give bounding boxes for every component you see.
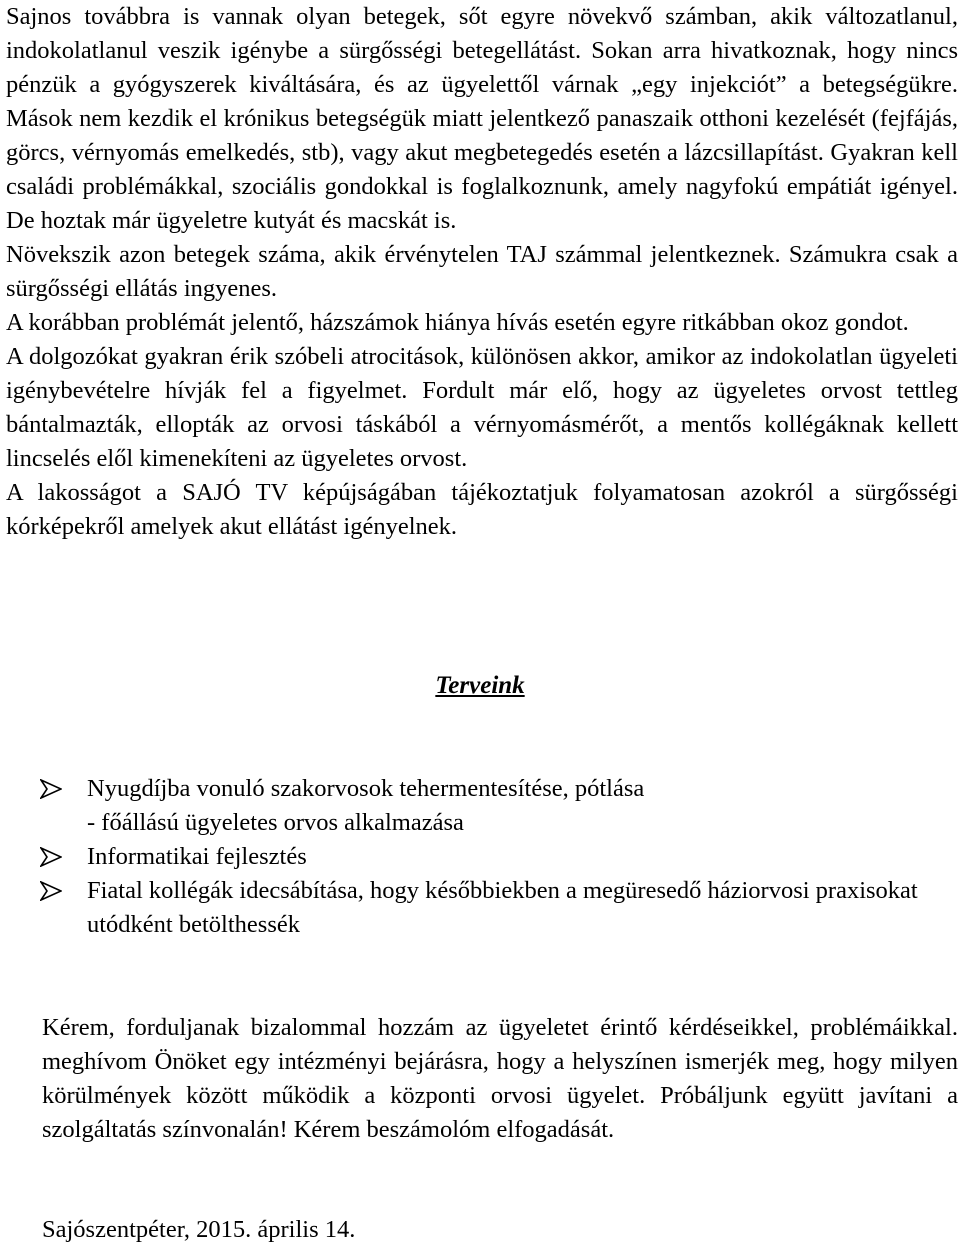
arrowhead-bullet-icon bbox=[40, 847, 62, 867]
closing-paragraph: Kérem, forduljanak bizalommal hozzám az ügyeletet érintő kérdéseikkel, problémáikkal. meghívom Önöket egy intézményi bejárásra, hogy a helyszínen ismerjék meg, hogy milyen körülmények között működik a központi orvosi ügyelet. Próbáljunk együtt javítani a szolgáltatás színvonalán! Kérem beszámolóm elfogadását. bbox=[42, 1014, 958, 1143]
list-item bbox=[40, 874, 960, 942]
place-and-date: Sajószentpéter, 2015. április 14. bbox=[42, 1216, 356, 1243]
plans-list bbox=[40, 772, 960, 942]
list-item-text: Fiatal kollégák idecsábítása, hogy későbbiekben a megüresedő háziorvosi praxisokat utódként betölthessék bbox=[87, 877, 918, 938]
arrowhead-bullet-icon bbox=[40, 779, 62, 799]
paragraph: A dolgozókat gyakran érik szóbeli atrocitások, különösen akkor, amikor az indokolatlan ügyeleti igénybevételre hívják fel a figyelmet. Fordult már elő, hogy az ügyeletes orvost tettleg bántalmazták, ellopták az orvosi táskából a vérnyomásmérőt, a mentős kollégáknak kellett lincselés elől kimenekíteni az ügyeletes orvost. bbox=[6, 343, 958, 472]
body-text bbox=[6, 0, 958, 544]
paragraph: A lakosságot a SAJÓ TV képújságában tájékoztatjuk folyamatosan azokról a sürgősségi kórképekről amelyek akut ellátást igényelnek. bbox=[6, 479, 958, 540]
paragraph: A korábban problémát jelentő, házszámok hiánya hívás esetén egyre ritkábban okoz gondot. bbox=[6, 309, 909, 336]
list-item bbox=[40, 772, 960, 806]
list-item-text: Informatikai fejlesztés bbox=[87, 843, 307, 870]
section-heading: Terveink bbox=[435, 672, 525, 699]
paragraph: Növekszik azon betegek száma, akik érvénytelen TAJ számmal jelentkeznek. Számukra csak a sürgősségi ellátás ingyenes. bbox=[6, 241, 958, 302]
arrowhead-bullet-icon bbox=[40, 881, 62, 901]
list-item-continuation: - főállású ügyeletes orvos alkalmazása bbox=[87, 809, 464, 836]
list-item bbox=[40, 840, 960, 874]
paragraph: Sajnos továbbra is vannak olyan betegek, sőt egyre növekvő számban, akik változatlanul, indokolatlanul veszik igénybe a sürgősségi betegellátást. Sokan arra hivatkoznak, hogy nincs pénzük a gyógyszerek kiváltására, és az ügyelettől várnak „egy injekciót” a betegségükre. Mások nem kezdik el krónikus betegségük miatt jelentkező panaszaik otthoni kezelését (fejfájás, görcs, vérnyomás emelkedés, stb), vagy akut megbetegedés esetén a lázcsillapítást. Gyakran kell családi problémákkal, szociális gondokkal is foglalkoznunk, amely nagyfokú empátiát igényel. De hoztak már ügyeletre kutyát és macskát is. bbox=[6, 3, 958, 234]
list-item-text: Nyugdíjba vonuló szakorvosok tehermentesítése, pótlása bbox=[87, 775, 645, 802]
